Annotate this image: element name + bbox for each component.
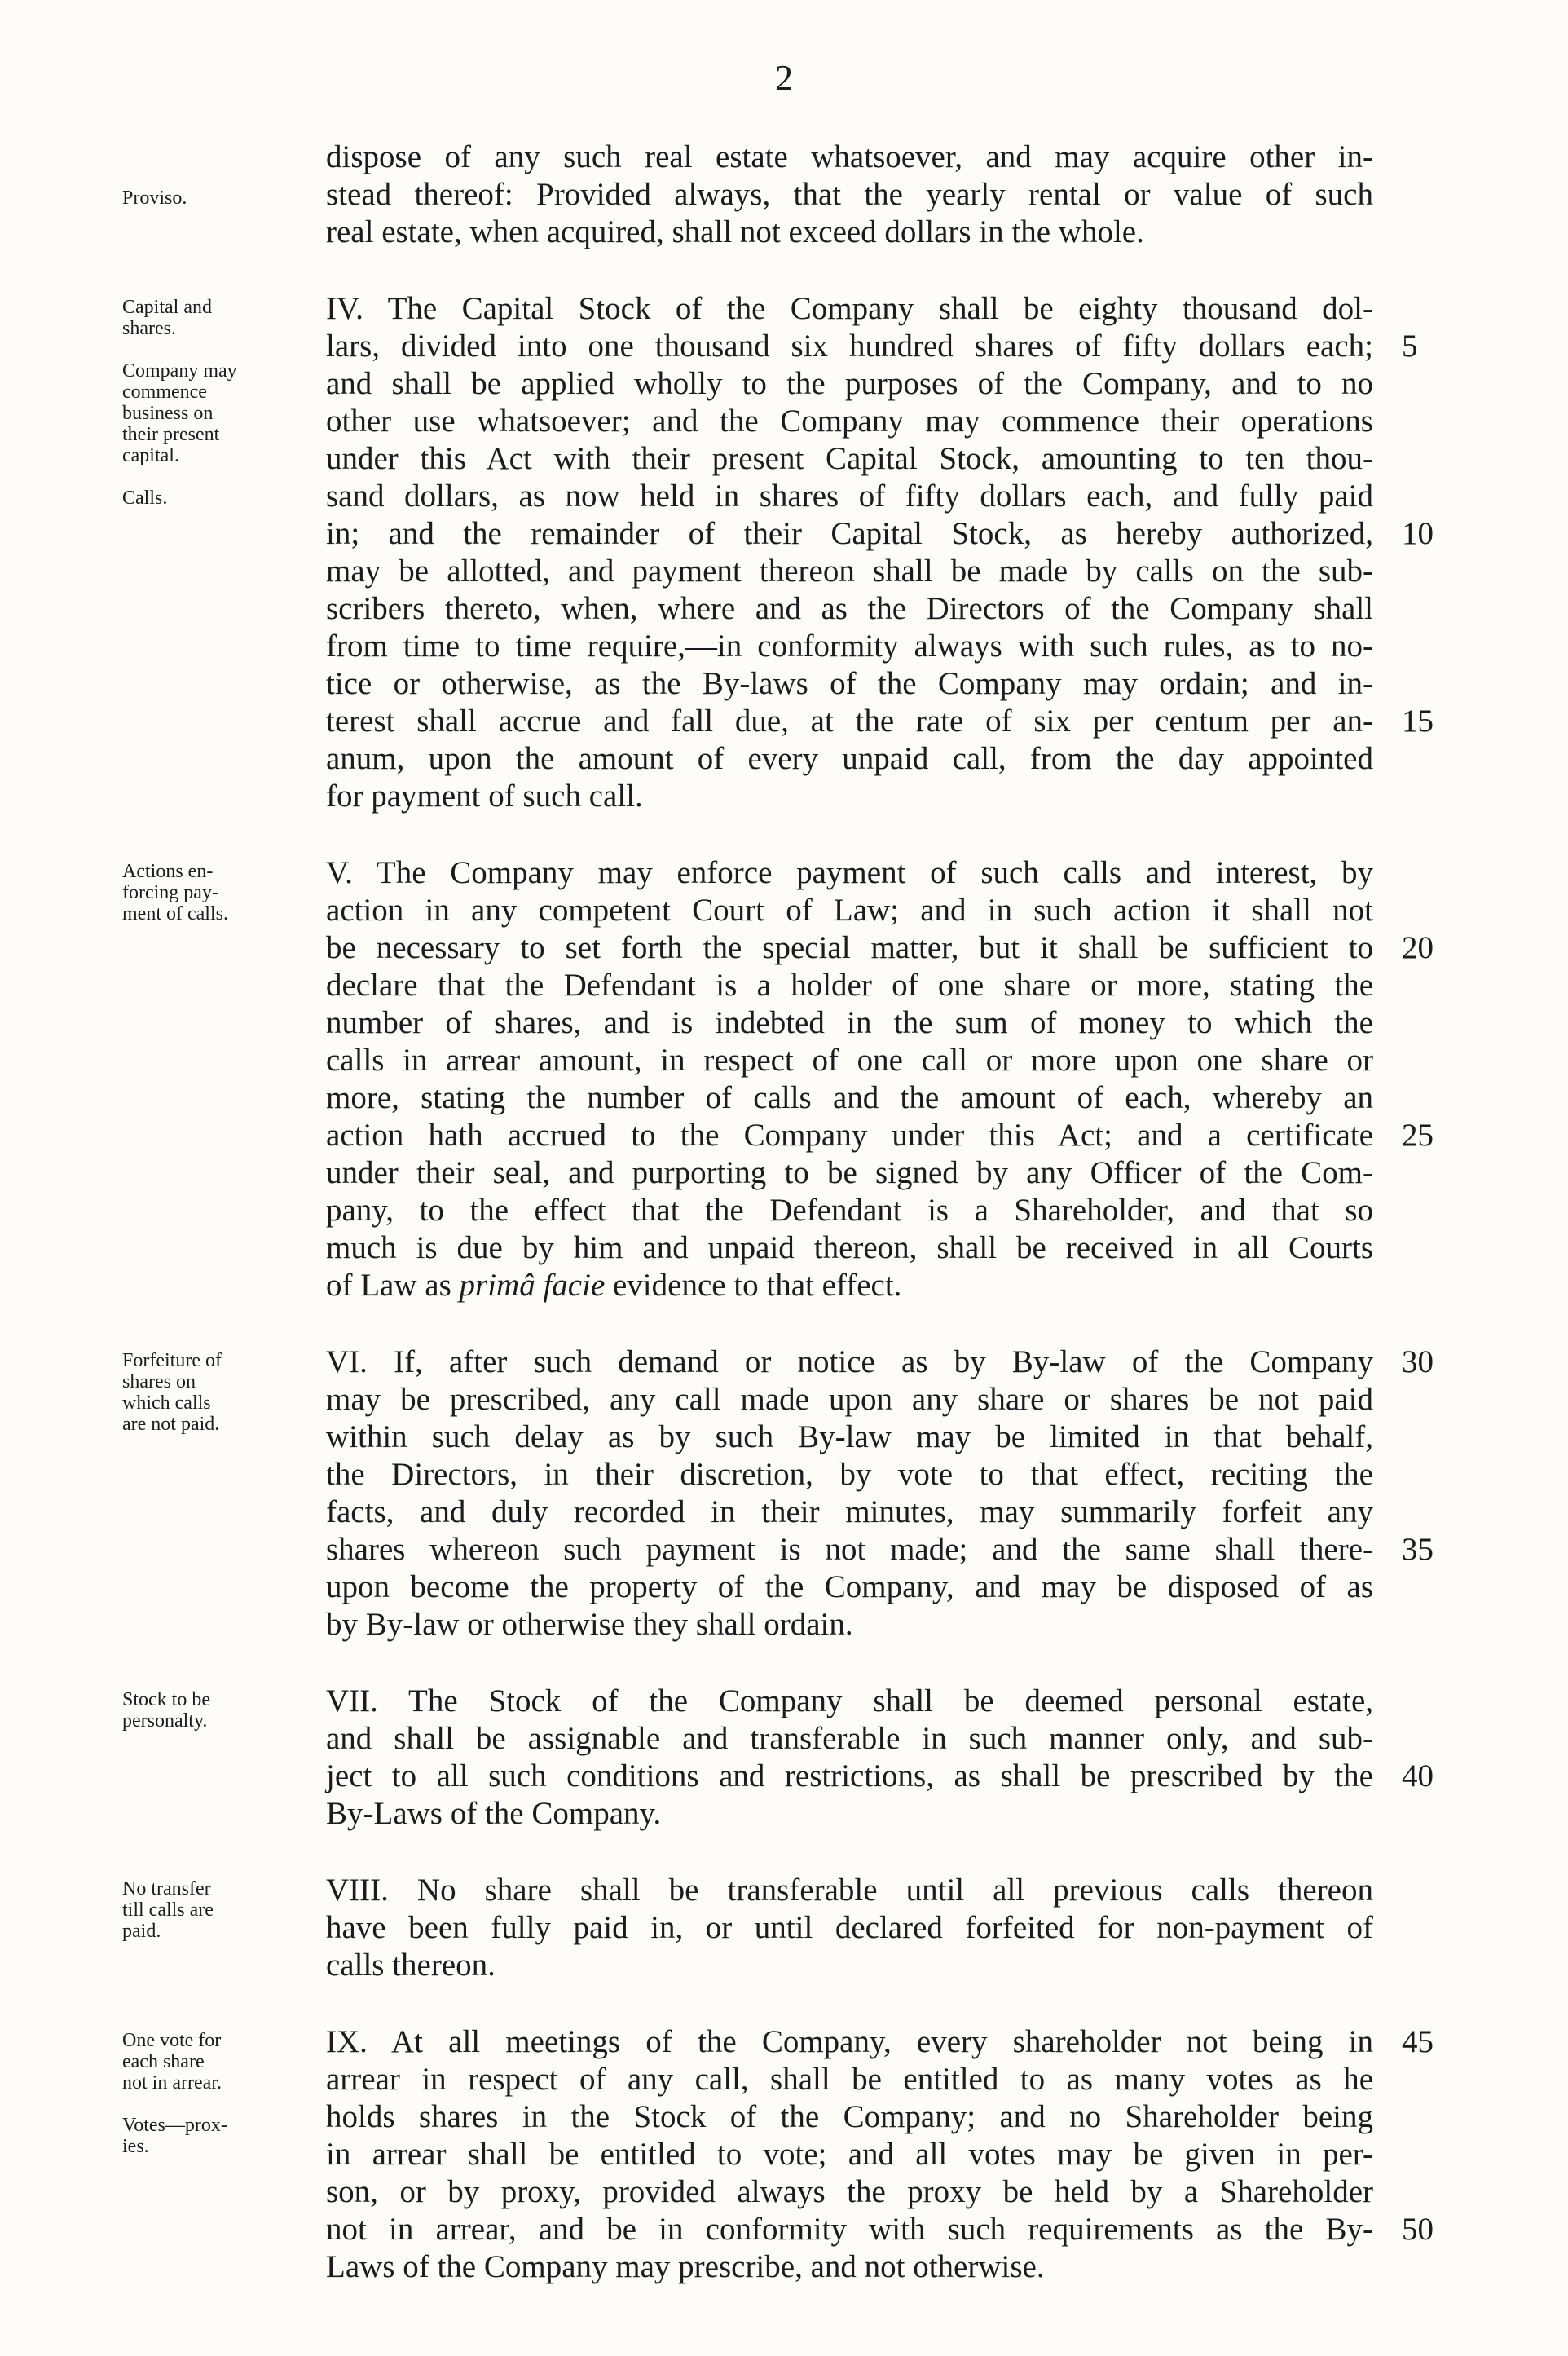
section-VI bbox=[122, 1343, 1467, 1643]
line-number: 25 bbox=[1402, 1118, 1434, 1153]
text-line bbox=[326, 1909, 1373, 1947]
line-text: ject to all such conditions and restrictions, as shall be prescribed by the bbox=[326, 1758, 1373, 1793]
text-line bbox=[326, 553, 1373, 590]
text-line bbox=[326, 1531, 1434, 1568]
text-line bbox=[326, 2248, 1373, 2286]
text-line bbox=[326, 2098, 1373, 2136]
text-line bbox=[326, 1229, 1373, 1267]
section-text bbox=[326, 854, 1434, 1304]
line-text: under this Act with their present Capital Stock, amounting to ten thou- bbox=[326, 441, 1373, 476]
margin-note: Stock to be personalty. bbox=[122, 1689, 210, 1732]
line-number: 40 bbox=[1402, 1758, 1434, 1793]
section-text bbox=[326, 2023, 1434, 2286]
section-VIII bbox=[122, 1872, 1467, 1984]
line-text: arrear in respect of any call, shall be entitled to as many votes as he bbox=[326, 2062, 1373, 2097]
text-line bbox=[326, 1606, 1373, 1643]
line-text: pany, to the effect that the Defendant is a Shareholder, and that so bbox=[326, 1193, 1373, 1228]
page-body bbox=[122, 139, 1467, 2325]
section-text bbox=[326, 1683, 1434, 1833]
line-text: may be allotted, and payment thereon shall be made by calls on the sub- bbox=[326, 554, 1373, 589]
margin-note: No transfer till calls are paid. bbox=[122, 1878, 214, 1942]
text-line bbox=[326, 929, 1434, 967]
line-text: have been fully paid in, or until declared forfeited for non-payment of bbox=[326, 1910, 1373, 1945]
text-line bbox=[326, 1795, 1373, 1833]
section-IV bbox=[122, 290, 1467, 815]
line-text: in arrear shall be entitled to vote; and all votes may be given in per- bbox=[326, 2137, 1373, 2172]
margin-notes bbox=[122, 861, 330, 946]
line-text: IV. The Capital Stock of the Company shall be eighty thousand dol- bbox=[326, 291, 1373, 326]
margin-note: Company may commence business on their present capital. bbox=[122, 360, 237, 466]
text-line bbox=[326, 2136, 1373, 2173]
line-text: V. The Company may enforce payment of such calls and interest, by bbox=[326, 855, 1373, 890]
text-line bbox=[326, 478, 1373, 515]
text-line bbox=[326, 1117, 1434, 1154]
text-line bbox=[326, 854, 1373, 892]
line-text: Laws of the Company may prescribe, and not otherwise. bbox=[326, 2249, 1045, 2284]
line-text: lars, divided into one thousand six hundred shares of fifty dollars each; bbox=[326, 329, 1373, 364]
line-text: scribers thereto, when, where and as the Directors of the Company shall bbox=[326, 591, 1373, 626]
text-line bbox=[326, 1683, 1373, 1720]
line-text: calls in arrear amount, in respect of one call or more upon one share or bbox=[326, 1043, 1373, 1078]
line-text: real estate, when acquired, shall not exceed dollars in the whole. bbox=[326, 214, 1144, 249]
line-text: more, stating the number of calls and the amount of each, whereby an bbox=[326, 1080, 1373, 1115]
margin-notes bbox=[122, 145, 330, 230]
margin-note: Forfeiture of shares on which calls are not paid. bbox=[122, 1350, 222, 1435]
line-text: tice or otherwise, as the By-laws of the Company may ordain; and in- bbox=[326, 666, 1373, 701]
line-text: dispose of any such real estate whatsoever, and may acquire other in- bbox=[326, 139, 1373, 174]
line-text: declare that the Defendant is a holder of one share or more, stating the bbox=[326, 968, 1373, 1003]
text-line bbox=[326, 1418, 1373, 1456]
line-number: 20 bbox=[1402, 930, 1434, 965]
margin-note: Proviso. bbox=[122, 188, 187, 209]
section-text bbox=[326, 139, 1373, 251]
line-text: the Directors, in their discretion, by vote to that effect, reciting the bbox=[326, 1457, 1373, 1492]
line-text: may be prescribed, any call made upon any share or shares be not paid bbox=[326, 1382, 1373, 1417]
text-line bbox=[326, 1079, 1373, 1117]
text-line bbox=[326, 1343, 1434, 1381]
margin-notes bbox=[122, 1689, 330, 1753]
line-text: under their seal, and purporting to be signed by any Officer of the Com- bbox=[326, 1155, 1373, 1190]
margin-note: Capital and shares. bbox=[122, 297, 212, 339]
text-line bbox=[326, 2173, 1373, 2211]
section-III bbox=[122, 139, 1467, 251]
text-line bbox=[326, 1493, 1373, 1531]
text-line bbox=[326, 1947, 1373, 1984]
text-line bbox=[326, 1381, 1373, 1418]
line-number: 15 bbox=[1402, 704, 1434, 739]
text-line bbox=[326, 2061, 1373, 2098]
line-text: calls thereon. bbox=[326, 1948, 496, 1983]
line-text: and shall be applied wholly to the purposes of the Company, and to no bbox=[326, 366, 1373, 401]
line-number: 50 bbox=[1402, 2212, 1434, 2247]
line-text: terest shall accrue and fall due, at the rate of six per centum per an- bbox=[326, 704, 1373, 739]
text-line bbox=[326, 1192, 1373, 1229]
margin-note: Actions en- forcing pay- ment of calls. bbox=[122, 861, 228, 924]
margin-notes bbox=[122, 2030, 330, 2178]
text-line bbox=[326, 1758, 1434, 1795]
text-line bbox=[326, 1456, 1373, 1493]
line-number: 5 bbox=[1402, 329, 1418, 364]
text-line bbox=[326, 440, 1373, 478]
line-text: holds shares in the Stock of the Company; and no Shareholder being bbox=[326, 2099, 1373, 2134]
text-line bbox=[326, 403, 1373, 440]
line-text: in; and the remainder of their Capital Stock, as hereby authorized, bbox=[326, 516, 1373, 551]
latin-phrase: primâ facie bbox=[459, 1268, 606, 1303]
line-text: action in any competent Court of Law; and in such action it shall not bbox=[326, 893, 1373, 928]
section-text bbox=[326, 1872, 1373, 1984]
text-line bbox=[326, 2211, 1434, 2248]
text-line bbox=[326, 515, 1434, 553]
line-text: from time to time require,—in conformity always with such rules, as to no- bbox=[326, 629, 1373, 664]
line-text: by By-law or otherwise they shall ordain. bbox=[326, 1607, 853, 1642]
line-text: VIII. No share shall be transferable until all previous calls thereon bbox=[326, 1873, 1373, 1908]
line-text: not in arrear, and be in conformity with such requirements as the By- bbox=[326, 2212, 1373, 2247]
text-line bbox=[326, 892, 1373, 929]
line-text: much is due by him and unpaid thereon, shall be received in all Courts bbox=[326, 1230, 1373, 1265]
line-text: number of shares, and is indebted in the sum of money to which the bbox=[326, 1005, 1373, 1040]
line-text: upon become the property of the Company, and may be disposed of as bbox=[326, 1569, 1373, 1604]
text-line bbox=[326, 328, 1418, 365]
margin-notes bbox=[122, 1878, 330, 1963]
line-text: son, or by proxy, provided always the proxy be held by a Shareholder bbox=[326, 2174, 1373, 2209]
text-line bbox=[326, 967, 1373, 1004]
section-text bbox=[326, 1343, 1434, 1643]
text-line bbox=[326, 1568, 1373, 1606]
text-line bbox=[326, 2023, 1434, 2061]
text-line bbox=[326, 176, 1373, 214]
section-V bbox=[122, 854, 1467, 1304]
line-number: 10 bbox=[1402, 516, 1434, 551]
line-number: 30 bbox=[1402, 1344, 1434, 1379]
line-text: stead thereof: Provided always, that the yearly rental or value of such bbox=[326, 177, 1373, 212]
line-text: VII. The Stock of the Company shall be deemed personal estate, bbox=[326, 1683, 1373, 1718]
text-line bbox=[326, 1154, 1373, 1192]
line-text: be necessary to set forth the special matter, but it shall be sufficient to bbox=[326, 930, 1373, 965]
text-line bbox=[326, 1720, 1373, 1758]
line-text: shares whereon such payment is not made; and the same shall there- bbox=[326, 1532, 1373, 1567]
text-line bbox=[326, 1267, 1373, 1304]
margin-note: One vote for each share not in arrear. bbox=[122, 2030, 222, 2093]
text-line bbox=[326, 778, 1373, 815]
line-text: other use whatsoever; and the Company may commence their operations bbox=[326, 404, 1373, 439]
margin-note: Votes—prox- ies. bbox=[122, 2115, 227, 2157]
text-line bbox=[326, 590, 1373, 628]
section-VII bbox=[122, 1683, 1467, 1833]
line-text: By-Laws of the Company. bbox=[326, 1796, 662, 1831]
line-text: of Law as primâ facie evidence to that effect. bbox=[326, 1268, 902, 1303]
line-text: IX. At all meetings of the Company, every shareholder not being in bbox=[326, 2024, 1373, 2059]
line-number: 45 bbox=[1402, 2024, 1434, 2059]
text-line bbox=[326, 365, 1373, 403]
line-text: for payment of such call. bbox=[326, 779, 643, 814]
text-line bbox=[326, 290, 1373, 328]
text-line bbox=[326, 628, 1373, 665]
text-line bbox=[326, 1872, 1373, 1909]
text-line bbox=[326, 665, 1373, 703]
text-line bbox=[326, 740, 1373, 778]
text-line bbox=[326, 139, 1373, 176]
line-text: sand dollars, as now held in shares of fifty dollars each, and fully paid bbox=[326, 479, 1373, 514]
text-line bbox=[326, 1042, 1373, 1079]
line-text: action hath accrued to the Company under this Act; and a certificate bbox=[326, 1118, 1373, 1153]
line-text: anum, upon the amount of every unpaid call, from the day appointed bbox=[326, 741, 1373, 776]
text-line bbox=[326, 1004, 1373, 1042]
line-text: VI. If, after such demand or notice as by By-law of the Company bbox=[326, 1344, 1373, 1379]
line-number: 35 bbox=[1402, 1532, 1434, 1567]
margin-notes bbox=[122, 1350, 330, 1456]
line-text: facts, and duly recorded in their minutes, may summarily forfeit any bbox=[326, 1494, 1373, 1529]
section-IX bbox=[122, 2023, 1467, 2286]
page-number: 2 bbox=[775, 58, 793, 98]
text-line bbox=[326, 214, 1373, 251]
text-line bbox=[326, 703, 1434, 740]
section-text bbox=[326, 290, 1434, 815]
margin-note: Calls. bbox=[122, 488, 168, 509]
line-text: and shall be assignable and transferable in such manner only, and sub- bbox=[326, 1721, 1373, 1756]
line-text: within such delay as by such By-law may be limited in that behalf, bbox=[326, 1419, 1373, 1454]
margin-notes bbox=[122, 297, 330, 530]
